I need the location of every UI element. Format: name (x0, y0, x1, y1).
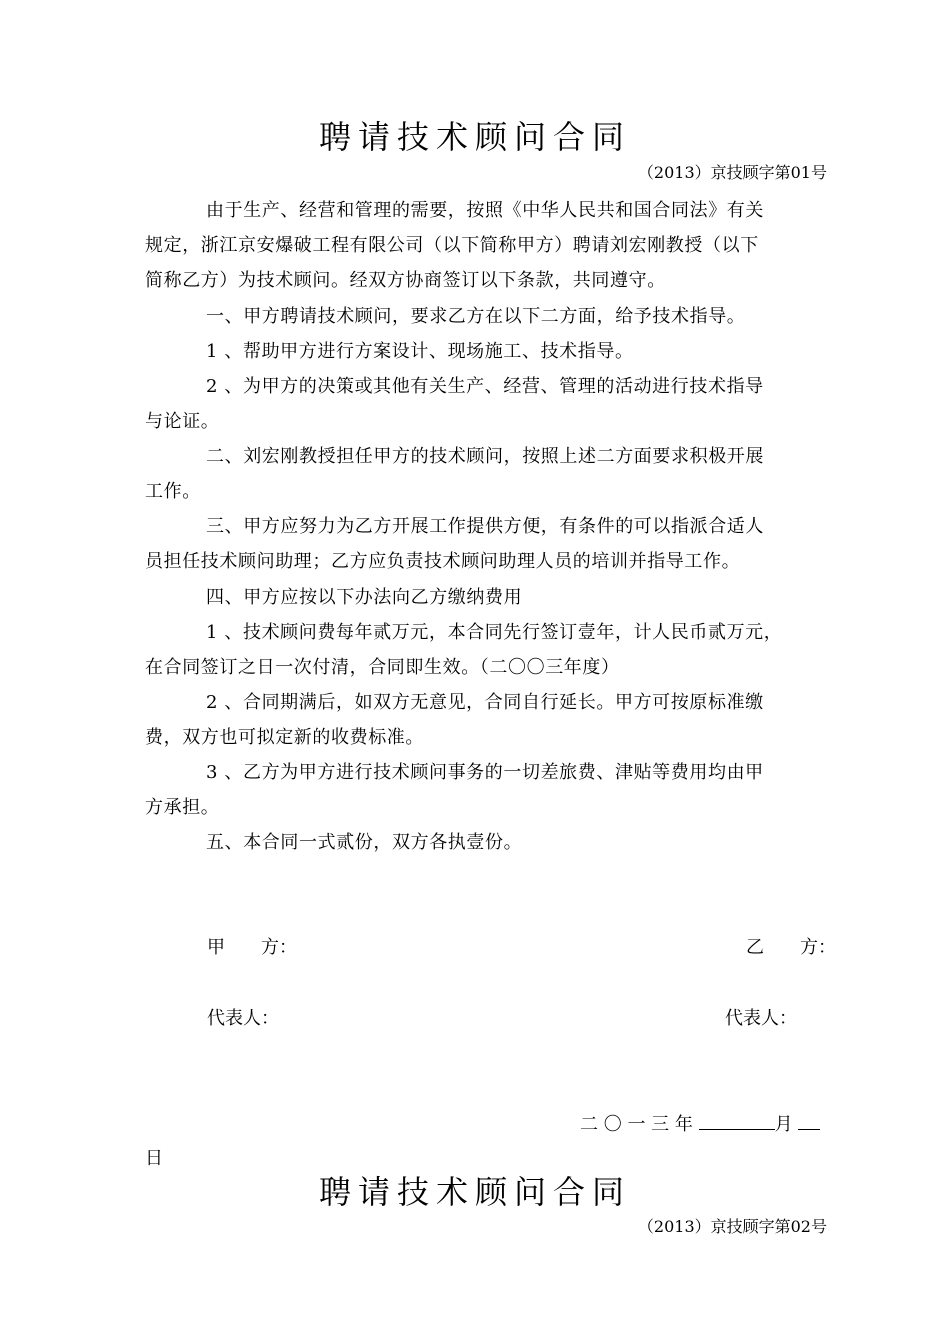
signing-date (580, 1111, 820, 1138)
day-blank (798, 1111, 820, 1130)
next-contract-title: 聘请技术顾问合同 (318, 1173, 631, 1211)
clause-4-heading: 四、甲方应按以下办法向乙方缴纳费用 (206, 587, 523, 608)
contract-title: 聘请技术顾问合同 (318, 118, 631, 156)
representative-a-label: 代表人： (207, 1008, 279, 1029)
body-line-1: 由于生产、经营和管理的需要，按照《中华人民共和国合同法》有关 (206, 200, 764, 221)
date-year: 二 〇 一 三 年 (580, 1114, 693, 1135)
document-number: （2013）京技顾字第01号 (637, 163, 827, 182)
party-b-label: 乙 方： (746, 937, 836, 958)
party-a-label: 甲 方： (207, 937, 297, 958)
clause-4-item-1-cont: 在合同签订之日一次付清，合同即生效。（二〇〇三年度） (145, 657, 620, 678)
clause-2-cont: 工作。 (145, 481, 201, 502)
body-line-2: 规定，浙江京安爆破工程有限公司（以下简称甲方）聘请刘宏刚教授（以下 (145, 235, 759, 256)
body-line-3: 简称乙方）为技术顾问。经双方协商签订以下条款，共同遵守。 (145, 270, 666, 291)
clause-1-item-2-cont: 与论证。 (145, 411, 220, 432)
clause-3-cont: 员担任技术顾问助理；乙方应负责技术顾问助理人员的培训并指导工作。 (145, 551, 741, 572)
clause-4-item-1: 1 、技术顾问费每年贰万元，本合同先行签订壹年，计人民币贰万元， (206, 622, 783, 643)
date-month: 月 (774, 1114, 793, 1135)
clause-1-heading: 一、甲方聘请技术顾问，要求乙方在以下二方面，给予技术指导。 (206, 306, 746, 327)
clause-4-item-3-cont: 方承担。 (145, 797, 220, 818)
clause-4-item-3: 3 、乙方为甲方进行技术顾问事务的一切差旅费、津贴等费用均由甲 (206, 762, 764, 783)
clause-4-item-2: 2 、合同期满后，如双方无意见，合同自行延长。甲方可按原标准缴 (206, 692, 764, 713)
representative-b-label: 代表人： (725, 1008, 797, 1029)
month-blank (699, 1111, 775, 1130)
clause-4-item-2-cont: 费，双方也可拟定新的收费标准。 (145, 727, 424, 748)
clause-1-item-2: 2 、为甲方的决策或其他有关生产、经营、管理的活动进行技术指导 (206, 376, 764, 397)
clause-1-item-1: 1 、帮助甲方进行方案设计、现场施工、技术指导。 (206, 341, 634, 362)
clause-3: 三、甲方应努力为乙方开展工作提供方便，有条件的可以指派合适人 (206, 516, 764, 537)
clause-5: 五、本合同一式贰份，双方各执壹份。 (206, 832, 523, 853)
date-day: 日 (145, 1148, 163, 1169)
clause-2: 二、刘宏刚教授担任甲方的技术顾问，按照上述二方面要求积极开展 (206, 446, 764, 467)
next-document-number: （2013）京技顾字第02号 (637, 1217, 827, 1236)
